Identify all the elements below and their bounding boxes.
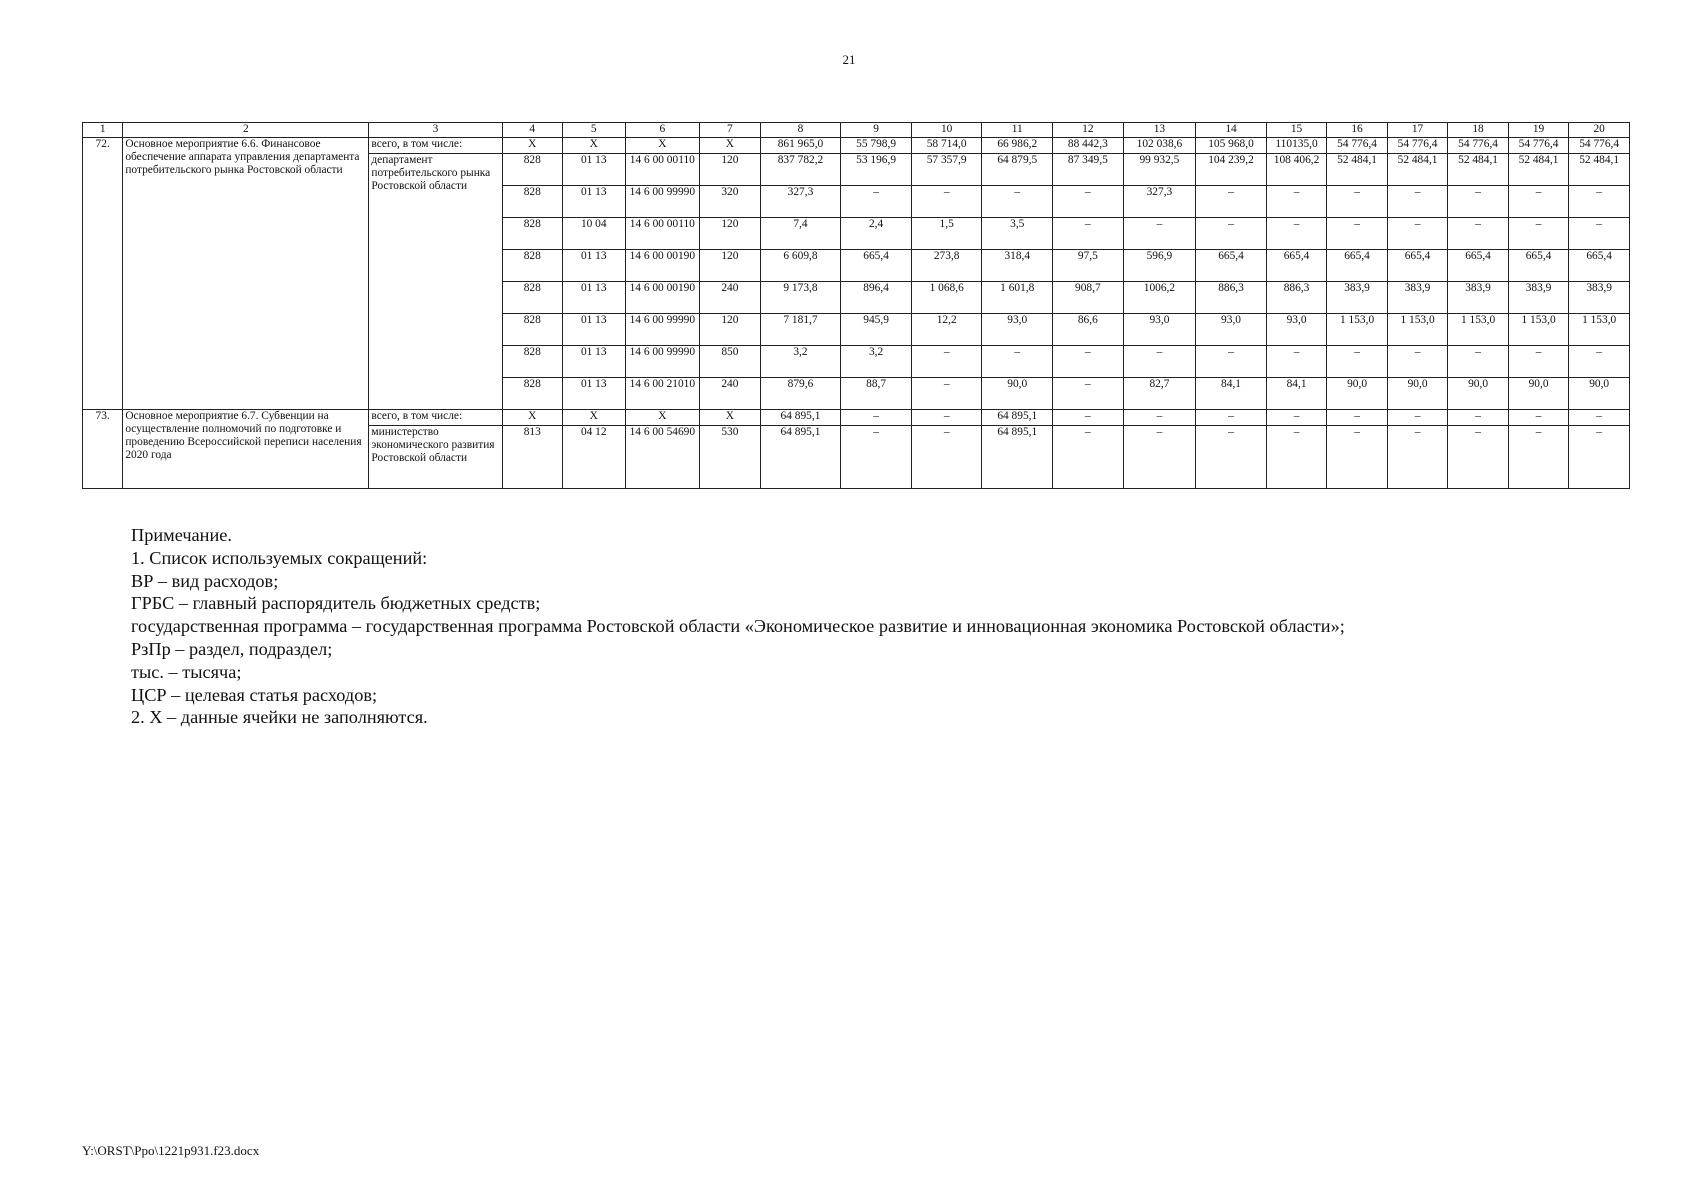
total-cell: – [1266, 410, 1327, 426]
data-cell: 01 13 [563, 250, 626, 282]
data-cell: 1 153,0 [1387, 314, 1448, 346]
data-cell: – [841, 426, 912, 489]
data-cell: 886,3 [1196, 282, 1267, 314]
total-cell: 64 895,1 [760, 410, 841, 426]
data-cell: – [1123, 218, 1196, 250]
data-cell: 52 484,1 [1508, 154, 1569, 186]
data-cell: 14 6 00 00190 [625, 282, 700, 314]
data-cell: 57 357,9 [911, 154, 982, 186]
column-number-header: 1 [83, 123, 123, 138]
data-cell: 665,4 [1448, 250, 1509, 282]
note-line: 1. Список используемых сокращений: [131, 547, 428, 568]
data-cell: 14 6 00 99990 [625, 186, 700, 218]
data-cell: 84,1 [1266, 378, 1327, 410]
total-cell: – [1123, 410, 1196, 426]
data-cell: – [841, 186, 912, 218]
data-cell: 99 932,5 [1123, 154, 1196, 186]
data-cell: – [911, 426, 982, 489]
data-cell: 273,8 [911, 250, 982, 282]
data-cell: 90,0 [1387, 378, 1448, 410]
data-cell: 1006,2 [1123, 282, 1196, 314]
column-number-header: 7 [700, 123, 761, 138]
data-cell: – [911, 346, 982, 378]
data-cell: 7 181,7 [760, 314, 841, 346]
data-cell: 120 [700, 250, 761, 282]
note-line: государственная программа – государственная программа Ростовской области «Экономическое развитие и инновационная экономика Ростовской области»; [131, 616, 1345, 637]
column-number-header: 19 [1508, 123, 1569, 138]
data-cell: 327,3 [760, 186, 841, 218]
data-cell: 90,0 [1569, 378, 1630, 410]
total-cell: 54 776,4 [1569, 138, 1630, 154]
data-cell: 828 [502, 154, 563, 186]
column-number-header: 18 [1448, 123, 1509, 138]
data-cell: 3,2 [760, 346, 841, 378]
total-cell: 88 442,3 [1053, 138, 1124, 154]
data-cell: 3,5 [982, 218, 1053, 250]
column-number-header: 20 [1569, 123, 1630, 138]
data-cell: 665,4 [1387, 250, 1448, 282]
data-cell: 828 [502, 218, 563, 250]
data-cell: – [1196, 426, 1267, 489]
data-cell: 908,7 [1053, 282, 1124, 314]
data-cell: 1 153,0 [1569, 314, 1630, 346]
data-cell: 53 196,9 [841, 154, 912, 186]
data-cell: – [1508, 426, 1569, 489]
note-line: ГРБС – главный распорядитель бюджетных средств; [131, 593, 541, 614]
total-cell: X [625, 410, 700, 426]
column-number-header: 17 [1387, 123, 1448, 138]
data-cell: 90,0 [1448, 378, 1509, 410]
data-cell: – [1266, 186, 1327, 218]
data-cell: 828 [502, 186, 563, 218]
note-line: 2. Х – данные ячейки не заполняются. [131, 707, 428, 728]
total-cell: – [1387, 410, 1448, 426]
data-cell: – [1569, 218, 1630, 250]
column-number-header: 10 [911, 123, 982, 138]
total-cell: X [563, 138, 626, 154]
total-cell: – [911, 410, 982, 426]
data-cell: 1 153,0 [1448, 314, 1509, 346]
data-cell: 93,0 [1266, 314, 1327, 346]
data-cell: – [1266, 218, 1327, 250]
data-cell: 383,9 [1569, 282, 1630, 314]
data-cell: 665,4 [841, 250, 912, 282]
data-cell: 837 782,2 [760, 154, 841, 186]
data-cell: 879,6 [760, 378, 841, 410]
data-cell: 327,3 [1123, 186, 1196, 218]
data-cell: 14 6 00 21010 [625, 378, 700, 410]
data-cell: 3,2 [841, 346, 912, 378]
data-cell: 52 484,1 [1327, 154, 1388, 186]
data-cell: 240 [700, 282, 761, 314]
data-cell: – [1448, 426, 1509, 489]
data-cell: 383,9 [1508, 282, 1569, 314]
data-cell: 82,7 [1123, 378, 1196, 410]
data-cell: 665,4 [1569, 250, 1630, 282]
data-cell: 14 6 00 00110 [625, 154, 700, 186]
data-cell: – [1508, 186, 1569, 218]
column-number-header: 3 [369, 123, 502, 138]
page-number: 21 [842, 52, 856, 67]
data-cell: 828 [502, 250, 563, 282]
data-cell: 01 13 [563, 282, 626, 314]
data-cell: 665,4 [1327, 250, 1388, 282]
data-cell: – [1448, 218, 1509, 250]
total-cell: 110135,0 [1266, 138, 1327, 154]
data-cell: 14 6 00 00110 [625, 218, 700, 250]
data-cell: – [1196, 218, 1267, 250]
executor-cell: министерство экономического развития Ростовской области [369, 426, 502, 489]
data-cell: – [1327, 218, 1388, 250]
data-cell: 52 484,1 [1387, 154, 1448, 186]
data-cell: 90,0 [982, 378, 1053, 410]
table-row [83, 138, 1630, 154]
note-line: РзПр – раздел, подраздел; [131, 638, 333, 659]
data-cell: – [982, 346, 1053, 378]
total-cell: 54 776,4 [1387, 138, 1448, 154]
data-cell: 14 6 00 00190 [625, 250, 700, 282]
total-cell: 58 714,0 [911, 138, 982, 154]
column-number-header: 2 [123, 123, 369, 138]
data-cell: 120 [700, 314, 761, 346]
data-cell: 93,0 [1196, 314, 1267, 346]
note-line: ЦСР – целевая статья расходов; [131, 684, 378, 705]
data-cell: 64 895,1 [760, 426, 841, 489]
data-cell: – [911, 378, 982, 410]
data-cell: – [1569, 186, 1630, 218]
data-cell: 108 406,2 [1266, 154, 1327, 186]
total-cell: 64 895,1 [982, 410, 1053, 426]
data-cell: 240 [700, 378, 761, 410]
data-cell: 64 879,5 [982, 154, 1053, 186]
data-cell: – [1053, 346, 1124, 378]
column-number-header: 8 [760, 123, 841, 138]
total-cell: – [1508, 410, 1569, 426]
data-cell: – [1508, 218, 1569, 250]
total-label: всего, в том числе: [369, 410, 502, 426]
data-cell: 383,9 [1327, 282, 1388, 314]
activity-description: Основное мероприятие 6.7. Субвенции на осуществление полномочий по подготовке и проведению Всероссийской переписи населения 2020 года [123, 410, 369, 489]
data-cell: 90,0 [1327, 378, 1388, 410]
data-cell: 665,4 [1266, 250, 1327, 282]
data-cell: 93,0 [982, 314, 1053, 346]
column-number-header: 14 [1196, 123, 1267, 138]
data-cell: – [1053, 218, 1124, 250]
data-cell: 1 153,0 [1327, 314, 1388, 346]
total-cell: 861 965,0 [760, 138, 841, 154]
data-cell: 383,9 [1448, 282, 1509, 314]
data-cell: – [1266, 426, 1327, 489]
data-cell: – [982, 186, 1053, 218]
data-cell: 945,9 [841, 314, 912, 346]
total-cell: – [1569, 410, 1630, 426]
total-cell: 54 776,4 [1327, 138, 1388, 154]
executor-cell: департамент потребительского рынка Ростовской области [369, 154, 502, 410]
activity-description: Основное мероприятие 6.6. Финансовое обеспечение аппарата управления департамента потребительского рынка Ростовской области [123, 138, 369, 410]
data-cell: 01 13 [563, 346, 626, 378]
data-cell: 7,4 [760, 218, 841, 250]
data-cell: 10 04 [563, 218, 626, 250]
data-cell: 120 [700, 218, 761, 250]
row-number: 73. [83, 410, 123, 489]
total-cell: 102 038,6 [1123, 138, 1196, 154]
data-cell: – [1053, 378, 1124, 410]
data-cell: – [1387, 186, 1448, 218]
note-line: ВР – вид расходов; [131, 570, 279, 591]
data-cell: – [1448, 186, 1509, 218]
data-cell: – [1387, 218, 1448, 250]
data-cell: 9 173,8 [760, 282, 841, 314]
table-row [83, 410, 1630, 426]
total-cell: 66 986,2 [982, 138, 1053, 154]
data-cell: 97,5 [1053, 250, 1124, 282]
column-number-header: 12 [1053, 123, 1124, 138]
data-cell: 850 [700, 346, 761, 378]
data-cell: 88,7 [841, 378, 912, 410]
total-cell: 105 968,0 [1196, 138, 1267, 154]
data-cell: 52 484,1 [1569, 154, 1630, 186]
row-number: 72. [83, 138, 123, 410]
data-cell: 2,4 [841, 218, 912, 250]
data-cell: 87 349,5 [1053, 154, 1124, 186]
table-header-row [83, 123, 1630, 138]
total-cell: – [1327, 410, 1388, 426]
data-cell: – [1387, 426, 1448, 489]
data-cell: – [1053, 186, 1124, 218]
data-cell: 596,9 [1123, 250, 1196, 282]
data-cell: 318,4 [982, 250, 1053, 282]
data-cell: 14 6 00 99990 [625, 346, 700, 378]
column-number-header: 9 [841, 123, 912, 138]
data-cell: – [1387, 346, 1448, 378]
data-cell: 813 [502, 426, 563, 489]
total-label: всего, в том числе: [369, 138, 502, 154]
data-cell: 04 12 [563, 426, 626, 489]
total-cell: – [1053, 410, 1124, 426]
total-cell: – [841, 410, 912, 426]
data-cell: – [1327, 346, 1388, 378]
data-cell: 01 13 [563, 186, 626, 218]
total-cell: – [1196, 410, 1267, 426]
column-number-header: 4 [502, 123, 563, 138]
data-cell: 6 609,8 [760, 250, 841, 282]
column-number-header: 16 [1327, 123, 1388, 138]
data-cell: – [1327, 186, 1388, 218]
data-cell: 90,0 [1508, 378, 1569, 410]
data-cell: 828 [502, 378, 563, 410]
column-number-header: 11 [982, 123, 1053, 138]
column-number-header: 13 [1123, 123, 1196, 138]
data-cell: 1 068,6 [911, 282, 982, 314]
data-cell: – [1508, 346, 1569, 378]
total-cell: 54 776,4 [1508, 138, 1569, 154]
total-cell: X [502, 410, 563, 426]
data-cell: 1,5 [911, 218, 982, 250]
data-cell: – [1569, 346, 1630, 378]
data-cell: 1 601,8 [982, 282, 1053, 314]
data-cell: – [1327, 426, 1388, 489]
column-number-header: 15 [1266, 123, 1327, 138]
data-cell: 52 484,1 [1448, 154, 1509, 186]
data-cell: 14 6 00 54690 [625, 426, 700, 489]
total-cell: X [700, 410, 761, 426]
data-cell: – [1123, 346, 1196, 378]
data-cell: 86,6 [1053, 314, 1124, 346]
total-cell: X [502, 138, 563, 154]
column-number-header: 6 [625, 123, 700, 138]
total-cell: 55 798,9 [841, 138, 912, 154]
data-cell: – [1448, 346, 1509, 378]
data-cell: 828 [502, 314, 563, 346]
data-cell: – [1196, 186, 1267, 218]
total-cell: X [563, 410, 626, 426]
data-cell: 14 6 00 99990 [625, 314, 700, 346]
data-cell: 886,3 [1266, 282, 1327, 314]
data-cell: 320 [700, 186, 761, 218]
data-cell: 01 13 [563, 314, 626, 346]
data-cell: 12,2 [911, 314, 982, 346]
data-cell: 64 895,1 [982, 426, 1053, 489]
data-cell: 665,4 [1508, 250, 1569, 282]
data-cell: 530 [700, 426, 761, 489]
data-cell: 383,9 [1387, 282, 1448, 314]
note-line: Примечание. [131, 525, 232, 545]
data-cell: – [1569, 426, 1630, 489]
data-cell: 120 [700, 154, 761, 186]
data-cell: 665,4 [1196, 250, 1267, 282]
data-cell: 93,0 [1123, 314, 1196, 346]
notes-block [131, 524, 1345, 729]
data-cell: – [1266, 346, 1327, 378]
total-cell: X [700, 138, 761, 154]
data-cell: 84,1 [1196, 378, 1267, 410]
total-cell: X [625, 138, 700, 154]
note-line: тыс. – тысяча; [131, 661, 242, 682]
data-cell: 896,4 [841, 282, 912, 314]
data-cell: 1 153,0 [1508, 314, 1569, 346]
data-cell: 828 [502, 346, 563, 378]
data-cell: – [1196, 346, 1267, 378]
total-cell: 54 776,4 [1448, 138, 1509, 154]
column-number-header: 5 [563, 123, 626, 138]
data-cell: – [911, 186, 982, 218]
file-path-footer: Y:\ORST\Ppo\1221p931.f23.docx [82, 1143, 260, 1158]
budget-table [82, 122, 1630, 489]
data-cell: 01 13 [563, 154, 626, 186]
total-cell: – [1448, 410, 1509, 426]
data-cell: 828 [502, 282, 563, 314]
data-cell: – [1053, 426, 1124, 489]
data-cell: – [1123, 426, 1196, 489]
data-cell: 01 13 [563, 378, 626, 410]
data-cell: 104 239,2 [1196, 154, 1267, 186]
